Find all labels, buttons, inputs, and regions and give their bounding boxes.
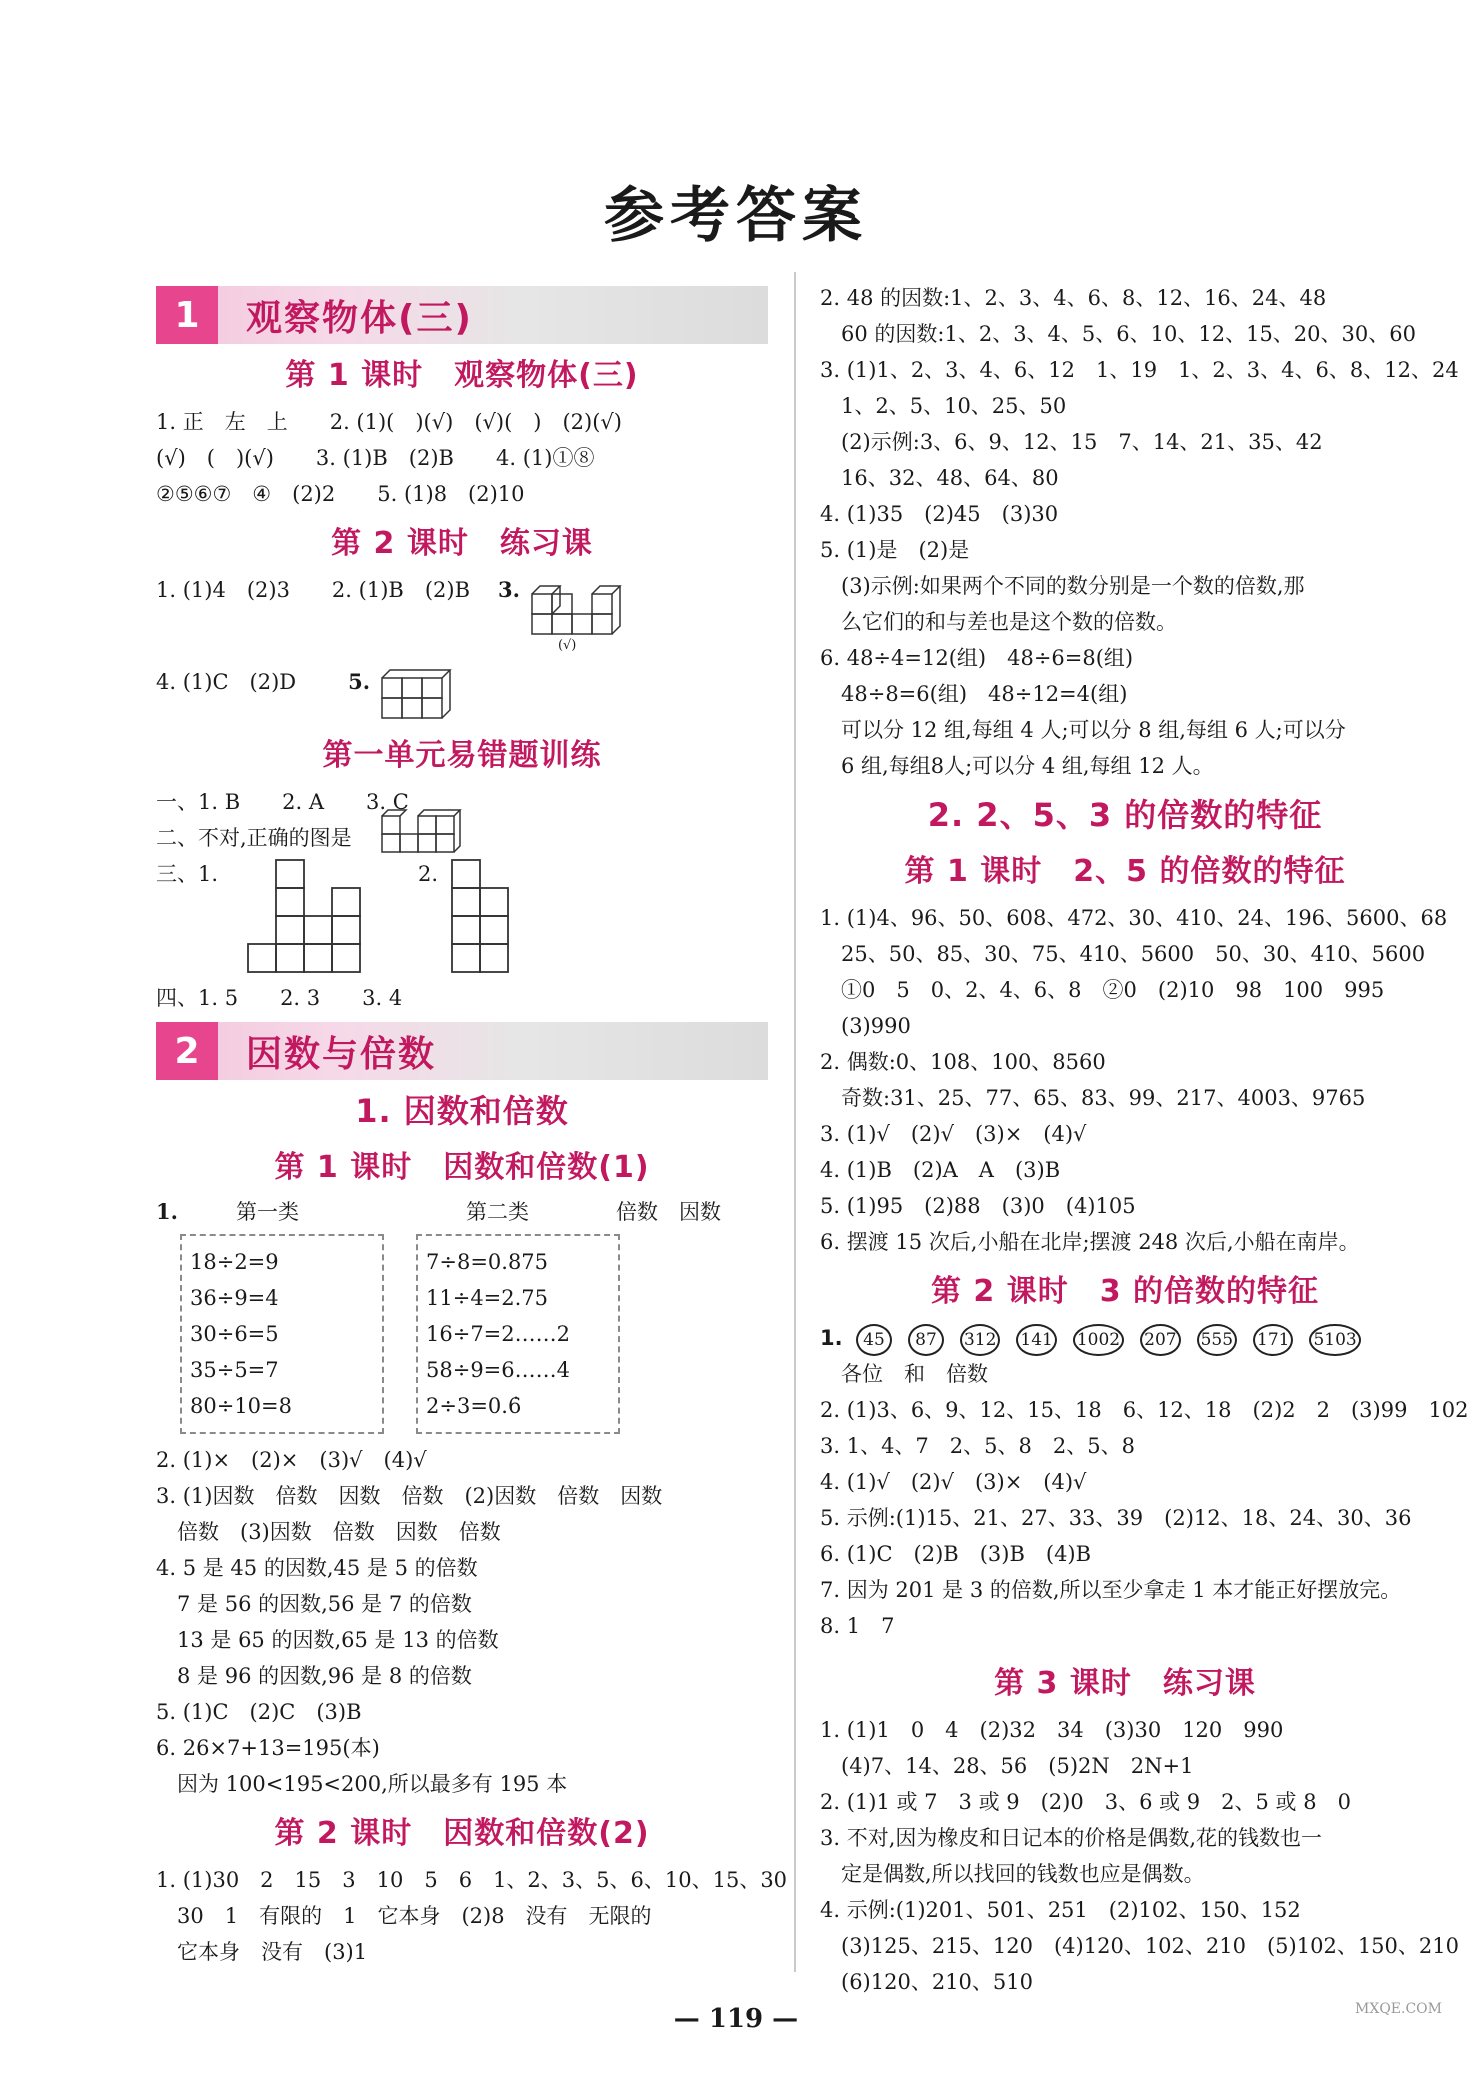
answer-line: 30÷6=5 <box>190 1322 279 1346</box>
answer-line: 18÷2=9 <box>190 1250 279 1274</box>
answer-line: 三、1. <box>156 862 219 886</box>
answer-row <box>156 572 768 664</box>
answer-line: 2. 48 的因数:1、2、3、4、6、8、12、16、24、48 <box>820 286 1327 310</box>
circled-number: 555 <box>1197 1324 1237 1356</box>
answer-line: 3. (1)√ (2)√ (3)× (4)√ <box>820 1122 1087 1146</box>
answer-line: 1. (1)4、96、50、608、472、30、410、24、196、5600、68 <box>820 906 1448 930</box>
answer-line: 5. 示例:(1)15、21、27、33、39 (2)12、18、24、30、36 <box>820 1506 1412 1530</box>
answer-line: ②⑤⑥⑦ ④ (2)2 5. (1)8 (2)10 <box>156 482 525 506</box>
answer-block <box>820 280 1459 784</box>
answer-line: 3. (1)因数 倍数 因数 倍数 (2)因数 倍数 因数 <box>156 1484 663 1508</box>
circled-number: 171 <box>1253 1324 1293 1356</box>
answer-line: 倍数 (3)因数 倍数 因数 倍数 <box>156 1520 501 1544</box>
circled-number: 141 <box>1016 1324 1056 1356</box>
answer-line: 1. 正 左 上 2. (1)( )(√) (√)( ) (2)(√) <box>156 410 622 434</box>
column-label: 倍数 因数 <box>616 1200 721 1224</box>
classification-header <box>156 1196 768 1228</box>
answer-line: 8. 1 7 <box>820 1614 895 1638</box>
lesson-title: 第 3 课时 练习课 <box>994 1666 1256 1701</box>
answer-line: 25、50、85、30、75、410、5600 50、30、410、5600 <box>820 942 1426 966</box>
answer-line: 4. 5 是 45 的因数,45 是 5 的倍数 <box>156 1556 478 1580</box>
grid-figure <box>446 856 516 974</box>
answer-line: 16÷7=2……2 <box>426 1322 570 1346</box>
answer-line: 2. <box>418 862 439 886</box>
circled-numbers <box>820 1320 1430 1356</box>
answer-line: 8 是 96 的因数,96 是 8 的倍数 <box>156 1664 472 1688</box>
answer-line: (2)示例:3、6、9、12、15 7、14、21、35、42 <box>820 430 1323 454</box>
answer-line: 1. (1)1 0 4 (2)32 34 (3)30 120 990 <box>820 1718 1284 1742</box>
answer-line: 二、不对,正确的图是 <box>156 826 352 850</box>
watermark-logo: MXQE.COM <box>1355 2001 1442 2017</box>
answer-block <box>156 1862 788 1970</box>
answer-line: 2. (1)3、6、9、12、15、18 6、12、18 (2)2 2 (3)99 102 <box>820 1398 1469 1422</box>
answer-line: 2÷3=0.6̇ <box>426 1394 522 1418</box>
circled-number: 312 <box>960 1324 1000 1356</box>
answer-line: 可以分 12 组,每组 4 人;可以分 8 组,每组 6 人;可以分 <box>820 718 1346 742</box>
answer-line: 5. (1)是 (2)是 <box>820 538 970 562</box>
classification-boxes <box>180 1234 768 1434</box>
answer-line: 2. (1)1 或 7 3 或 9 (2)0 3、6 或 9 2、5 或 8 0 <box>820 1790 1351 1814</box>
unit-number: 2 <box>156 1022 218 1080</box>
answer-line: ①0 5 0、2、4、6、8 ②0 (2)10 98 100 995 <box>820 978 1385 1002</box>
answer-line: 30 1 有限的 1 它本身 (2)8 没有 无限的 <box>156 1904 652 1928</box>
answer-line: 4. (1)B (2)A A (3)B <box>820 1158 1061 1182</box>
answer-line: 7÷8=0.875 <box>426 1250 549 1274</box>
answer-line: 它本身 没有 (3)1 <box>156 1940 368 1964</box>
answer-line: 5. <box>348 669 371 694</box>
cube-figure <box>528 572 628 660</box>
check-mark: (√) <box>557 638 577 653</box>
answer-line: (6)120、210、510 <box>820 1970 1033 1994</box>
answer-line: 58÷9=6……4 <box>426 1358 570 1382</box>
answer-line: 么它们的和与差也是这个数的倍数。 <box>820 610 1177 634</box>
section-title: 1. 因数和倍数 <box>355 1092 569 1130</box>
cube-drawing <box>378 804 468 854</box>
answer-line: 6 组,每组8人;可以分 4 组,每组 12 人。 <box>820 754 1214 778</box>
cube-drawing <box>528 572 628 638</box>
left-column <box>156 280 788 1970</box>
answer-line: 奇数:31、25、77、65、83、99、217、4003、9765 <box>820 1086 1366 1110</box>
answer-line: 60 的因数:1、2、3、4、5、6、10、12、15、20、30、60 <box>820 322 1416 346</box>
unit-number: 1 <box>156 286 218 344</box>
dashed-box-second <box>416 1234 620 1434</box>
answer-line: 36÷9=4 <box>190 1286 279 1310</box>
answer-line: (√) ( )(√) 3. (1)B (2)B 4. (1)①⑧ <box>156 446 595 470</box>
answer-line: 3. 不对,因为橡皮和日记本的价格是偶数,花的钱数也一 <box>820 1826 1323 1850</box>
answer-line: 35÷5=7 <box>190 1358 279 1382</box>
lesson-title: 第 1 课时 因数和倍数(1) <box>274 1150 650 1185</box>
answer-line: (3)示例:如果两个不同的数分别是一个数的倍数,那 <box>820 574 1305 598</box>
lesson-title: 第 2 课时 因数和倍数(2) <box>274 1816 650 1851</box>
answer-line: 6. 26×7+13=195(本) <box>156 1736 380 1760</box>
grid-figure <box>246 856 366 974</box>
circled-number: 87 <box>908 1324 944 1356</box>
answer-block <box>820 1712 1459 2000</box>
lesson-title: 第 2 课时 练习课 <box>331 526 593 561</box>
page-title: 参考答案 <box>604 181 868 251</box>
answer-line: 4. 示例:(1)201、501、251 (2)102、150、152 <box>820 1898 1301 1922</box>
dashed-box-first <box>180 1234 384 1434</box>
answer-block <box>156 1442 768 1802</box>
answer-line: 4. (1)35 (2)45 (3)30 <box>820 502 1059 526</box>
answer-block <box>820 1356 1469 1644</box>
lesson-title: 第 1 课时 观察物体(三) <box>285 358 639 393</box>
answer-line: 16、32、48、64、80 <box>820 466 1059 490</box>
answer-line: 3. (1)1、2、3、4、6、12 1、19 1、2、3、4、6、8、12、24 <box>820 358 1459 382</box>
answer-line: 6. (1)C (2)B (3)B (4)B <box>820 1542 1092 1566</box>
answer-row <box>156 664 768 724</box>
answer-block <box>156 404 768 512</box>
unit-title: 因数与倍数 <box>246 1033 437 1075</box>
answer-line: (4)7、14、28、56 (5)2N 2N+1 <box>820 1754 1194 1778</box>
answer-line: 1. (1)4 (2)3 2. (1)B (2)B <box>156 578 470 602</box>
answer-line: 因为 100<195<200,所以最多有 195 本 <box>156 1772 568 1796</box>
answer-line: 5. (1)C (2)C (3)B <box>156 1700 362 1724</box>
circled-number: 45 <box>856 1324 892 1356</box>
answer-line: 3. 1、4、7 2、5、8 2、5、8 <box>820 1434 1135 1458</box>
column-label: 第一类 <box>236 1200 299 1224</box>
answer-line: 11÷4=2.75 <box>426 1286 549 1310</box>
right-column <box>820 280 1469 2000</box>
answer-line: 3. <box>498 577 520 602</box>
answer-line: 定是偶数,所以找回的钱数也应是偶数。 <box>820 1862 1205 1886</box>
answer-line: 48÷8=6(组) 48÷12=4(组) <box>820 682 1128 706</box>
question-number: 1. <box>820 1326 843 1350</box>
lesson-title: 第 2 课时 3 的倍数的特征 <box>930 1274 1320 1309</box>
column-divider <box>794 272 796 1972</box>
answer-line: 4. (1)√ (2)√ (3)× (4)√ <box>820 1470 1087 1494</box>
circled-number: 207 <box>1140 1324 1180 1356</box>
answer-block <box>820 900 1448 1260</box>
answer-line: 一、1. B 2. A 3. C <box>156 790 409 814</box>
answer-line: 四、1. 5 2. 3 3. 4 <box>156 986 403 1010</box>
answer-line: (3)990 <box>820 1014 911 1038</box>
unit-banner-1 <box>156 286 768 344</box>
answer-line: 6. 摆渡 15 次后,小船在北岸;摆渡 248 次后,小船在南岸。 <box>820 1230 1360 1254</box>
answer-line: 2. 偶数:0、108、100、8560 <box>820 1050 1106 1074</box>
answer-line: 6. 48÷4=12(组) 48÷6=8(组) <box>820 646 1134 670</box>
answer-line: 4. (1)C (2)D <box>156 670 297 694</box>
answer-line: 2. (1)× (2)× (3)√ (4)√ <box>156 1448 427 1472</box>
answer-line: 各位 和 倍数 <box>820 1362 988 1386</box>
circled-number: 1002 <box>1073 1324 1124 1356</box>
answer-line: (3)125、215、120 (4)120、102、210 (5)102、150、210 <box>820 1934 1459 1958</box>
unit-title: 观察物体(三) <box>246 297 473 339</box>
answer-line: 13 是 65 的因数,65 是 13 的倍数 <box>156 1628 499 1652</box>
answer-line: 7. 因为 201 是 3 的倍数,所以至少拿走 1 本才能正好摆放完。 <box>820 1578 1402 1602</box>
lesson-title: 第一单元易错题训练 <box>322 738 602 773</box>
lesson-title: 第 1 课时 2、5 的倍数的特征 <box>904 854 1346 889</box>
answer-line: 1、2、5、10、25、50 <box>820 394 1067 418</box>
circled-number: 5103 <box>1309 1324 1360 1356</box>
answer-line: 7 是 56 的因数,56 是 7 的倍数 <box>156 1592 472 1616</box>
answer-line: 1. (1)30 2 15 3 10 5 6 1、2、3、5、6、10、15、30 <box>156 1868 788 1892</box>
page-number: — 119 — <box>673 2004 799 2034</box>
answer-line: 1. <box>156 1199 178 1224</box>
column-label: 第二类 <box>466 1200 529 1224</box>
section-title: 2. 2、5、3 的倍数的特征 <box>927 796 1323 834</box>
cube-drawing <box>378 664 458 722</box>
answer-row <box>156 856 768 980</box>
unit-banner-2 <box>156 1022 768 1080</box>
answer-line: 5. (1)95 (2)88 (3)0 (4)105 <box>820 1194 1136 1218</box>
answer-line: 80÷10=8 <box>190 1394 292 1418</box>
